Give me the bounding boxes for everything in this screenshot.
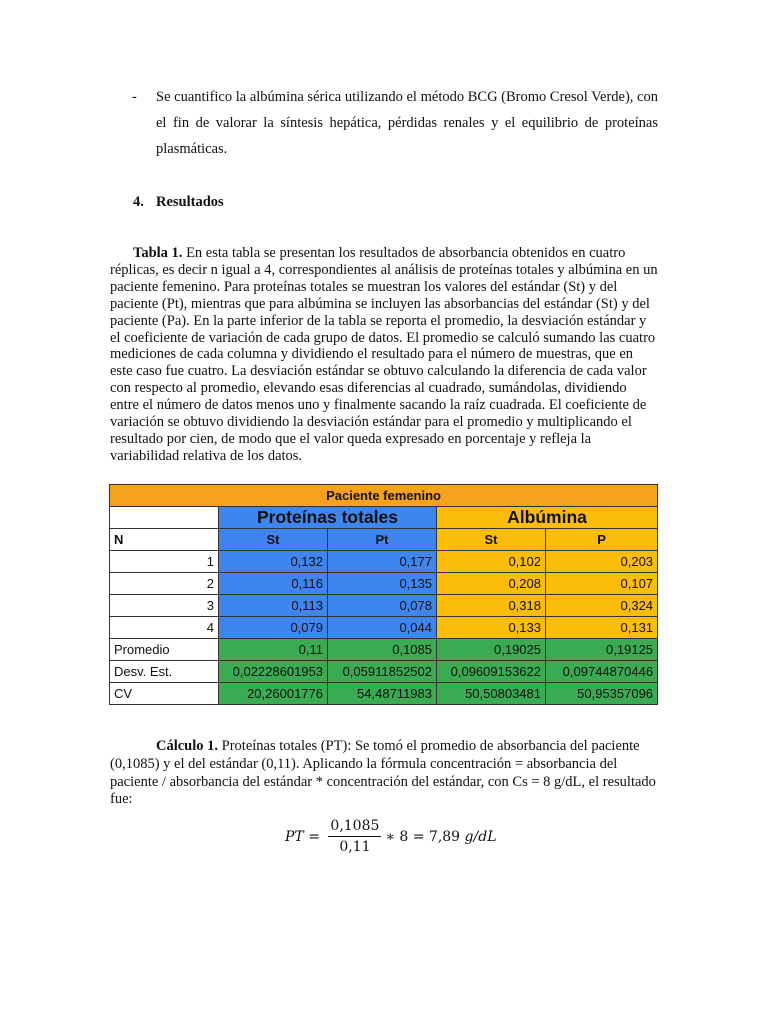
cell-pt: 0,135 xyxy=(328,573,437,595)
row-n: 2 xyxy=(110,573,219,595)
table-caption xyxy=(110,245,658,465)
stat-label: Desv. Est. xyxy=(110,661,219,683)
stat-st: 20,26001776 xyxy=(219,683,328,705)
formula-denominator: 0,11 xyxy=(339,839,371,855)
stat-label: Promedio xyxy=(110,639,219,661)
group-albumina: Albúmina xyxy=(437,507,658,529)
stats-row-cv xyxy=(110,683,658,705)
stats-row-promedio xyxy=(110,639,658,661)
row-n: 1 xyxy=(110,551,219,573)
row-n: 3 xyxy=(110,595,219,617)
calculation-paragraph xyxy=(110,738,658,809)
header-n: N xyxy=(110,529,219,551)
formula-unit: g/dL xyxy=(464,828,497,845)
calculation-label: Cálculo 1. xyxy=(156,738,219,754)
group-proteinas-totales: Proteínas totales xyxy=(219,507,437,529)
bullet-text: Se cuantifico la albúmina sérica utilizando el método BCG (Bromo Cresol Verde), con el fin de valorar la síntesis hepática, pérdidas renales y el equilibrio de proteínas plasmáticas. xyxy=(156,89,658,157)
cell-st: 0,132 xyxy=(219,551,328,573)
section-number: 4. xyxy=(133,194,144,210)
row-n: 4 xyxy=(110,617,219,639)
formula-rest: ∗ 8 = 7,89 xyxy=(385,828,465,845)
formula-numerator: 0,1085 xyxy=(328,818,381,837)
table-title-row xyxy=(110,485,658,507)
table-row xyxy=(110,551,658,573)
formula-equals: = xyxy=(303,828,325,845)
header-pt: Pt xyxy=(328,529,437,551)
group-blank-cell xyxy=(110,507,219,529)
stat-st: 0,11 xyxy=(219,639,328,661)
cell-pt: 0,078 xyxy=(328,595,437,617)
bullet-item xyxy=(132,84,658,162)
table-header-row xyxy=(110,529,658,551)
cell-p: 0,324 xyxy=(546,595,658,617)
section-title: Resultados xyxy=(156,194,224,210)
calculation-text: Proteínas totales (PT): Se tomó el promedio de absorbancia del paciente (0,1085) y el del estándar (0,11). Aplicando la fórmula concentración = absorbancia del paciente / absorbancia del estándar * concentración del estándar, con Cs = 8 g/dL, el resultado fue: xyxy=(110,738,656,808)
stats-row-desv xyxy=(110,661,658,683)
table-row xyxy=(110,595,658,617)
formula-fraction xyxy=(328,818,381,855)
header-st-pt: St xyxy=(219,529,328,551)
stat-pt: 0,1085 xyxy=(328,639,437,661)
cell-pt: 0,044 xyxy=(328,617,437,639)
stat-st: 0,02228601953 xyxy=(219,661,328,683)
formula xyxy=(285,818,496,855)
cell-st: 0,113 xyxy=(219,595,328,617)
cell-p: 0,131 xyxy=(546,617,658,639)
stat-label: CV xyxy=(110,683,219,705)
table-group-row xyxy=(110,507,658,529)
table-row xyxy=(110,573,658,595)
table-title: Paciente femenino xyxy=(110,485,658,507)
header-p: P xyxy=(546,529,658,551)
header-st-alb: St xyxy=(437,529,546,551)
results-table xyxy=(109,484,658,705)
table-row xyxy=(110,617,658,639)
cell-p: 0,203 xyxy=(546,551,658,573)
table-caption-label: Tabla 1. xyxy=(133,245,183,261)
cell-st: 0,116 xyxy=(219,573,328,595)
table-caption-text: En esta tabla se presentan los resultados de absorbancia obtenidos en cuatro réplicas, es decir n igual a 4, correspondientes al análisis de proteínas totales y albúmina en un paciente femenino. Para proteínas totales se muestran los valores del estándar (St) y del paciente (Pt), mientras que para albúmina se incluyen las absorbancias del estándar (St) y del paciente (Pa). En la parte inferior de la tabla se reporta el promedio, la desviación estándar y el coeficiente de variación de cada grupo de datos. El promedio se calculó sumando las cuatro mediciones de cada columna y dividiendo el resultado para el número de muestras, que en este caso fue cuatro. La desviación estándar se obtuvo calculando la diferencia de cada valor con respecto al promedio, elevando esas diferencias al cuadrado, sumándolas, dividiendo entre el número de datos menos uno y finalmente sacando la raíz cuadrada. El coeficiente de variación se obtuvo dividiendo la desviación estándar para el promedio y multiplicando el resultado por cien, de modo que el valor queda expresado en porcentaje y refleja la variabilidad relativa de los datos. xyxy=(110,245,658,464)
stat-pt: 54,48711983 xyxy=(328,683,437,705)
cell-alb-st: 0,208 xyxy=(437,573,546,595)
stat-alb-st: 0,19025 xyxy=(437,639,546,661)
bullet-dash: - xyxy=(132,89,137,105)
stat-alb-st: 50,50803481 xyxy=(437,683,546,705)
stat-pt: 0,05911852502 xyxy=(328,661,437,683)
formula-lhs: PT xyxy=(285,828,304,845)
section-heading xyxy=(133,194,224,211)
stat-p: 0,19125 xyxy=(546,639,658,661)
cell-pt: 0,177 xyxy=(328,551,437,573)
cell-st: 0,079 xyxy=(219,617,328,639)
cell-alb-st: 0,133 xyxy=(437,617,546,639)
cell-p: 0,107 xyxy=(546,573,658,595)
cell-alb-st: 0,318 xyxy=(437,595,546,617)
stat-p: 50,95357096 xyxy=(546,683,658,705)
stat-p: 0,09744870446 xyxy=(546,661,658,683)
stat-alb-st: 0,09609153622 xyxy=(437,661,546,683)
cell-alb-st: 0,102 xyxy=(437,551,546,573)
